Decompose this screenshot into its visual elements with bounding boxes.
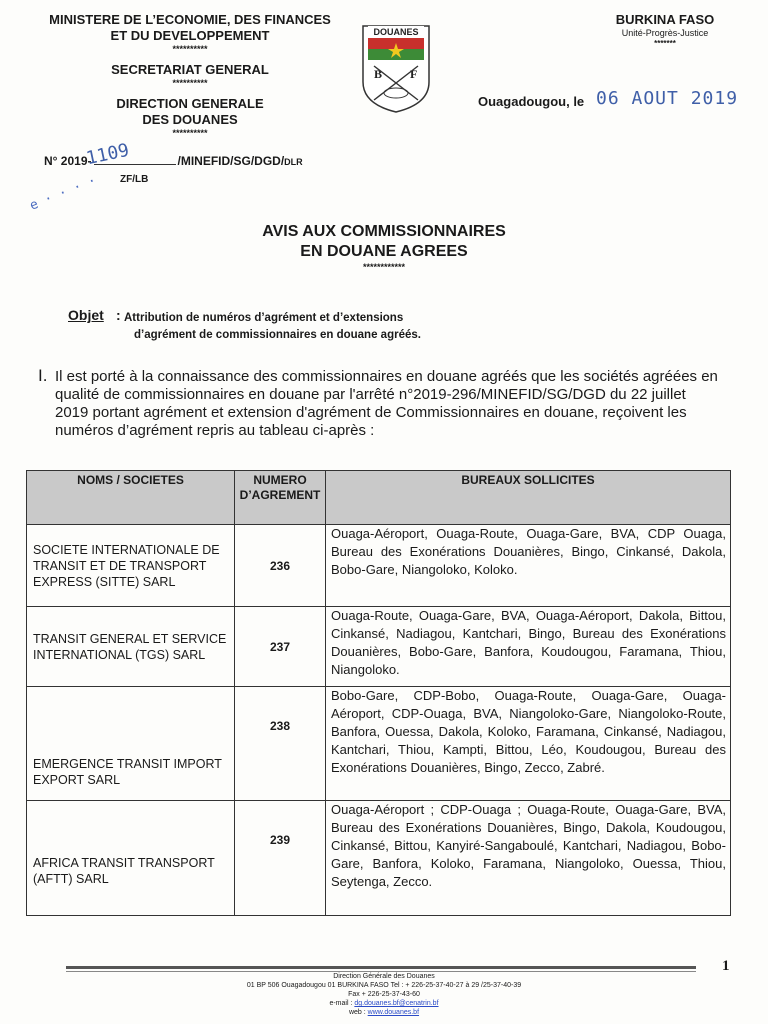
footer-line3: Fax + 226-25-37-43-60 — [348, 991, 420, 998]
agreement-number: 237 — [235, 607, 326, 687]
separator-stars: ******* — [654, 39, 676, 48]
table-header-row — [27, 471, 731, 525]
table-row — [27, 607, 731, 687]
secretariat-name: SECRETARIAT GENERAL — [111, 62, 269, 77]
date-stamp: 06 AOUT 2019 — [596, 88, 739, 109]
table-row — [27, 525, 731, 607]
handwritten-number: 1109 — [84, 139, 132, 170]
company-name: TRANSIT GENERAL ET SERVICE INTERNATIONAL (TGS) SARL — [27, 607, 235, 687]
web-label: web : — [348, 1009, 368, 1016]
separator-stars: ********** — [172, 44, 208, 54]
object-line2: d’agrément de commissionnaires en douane agréés. — [134, 329, 421, 341]
company-name: EMERGENCE TRANSIT IMPORT EXPORT SARL — [27, 687, 235, 801]
agreement-number: 239 — [235, 801, 326, 916]
reference-suffix-small: DLR — [284, 157, 303, 167]
page-number: 1 — [722, 958, 730, 974]
header-companies: NOMS / SOCIETES — [27, 471, 235, 525]
offices-list: Bobo-Gare, CDP-Bobo, Ouaga-Route, Ouaga-Gare, Ouaga-Aéroport, CDP-Ouaga, BVA, Niangoloko-Gare, Niangoloko-Route, Banfora, Ouessa, Dakola, Koloko, Faramana, Cinkansé, Nadiagou, Kantchari, Thiou, Kampti, Bittou, Léo, Koudougou, Bureau des Exonérations Douanières, Bingo, Zecco, Zabré. — [326, 687, 731, 801]
country-name: BURKINA FASO — [615, 12, 715, 27]
direction-name-line2: DES DOUANES — [142, 112, 238, 127]
reference-initials: ZF/LB — [120, 174, 149, 185]
agreement-number: 238 — [235, 687, 326, 801]
header-number: NUMERO D’AGREMENT — [235, 471, 326, 525]
reference-number — [44, 154, 303, 168]
company-name: SOCIETE INTERNATIONALE DE TRANSIT ET DE TRANSPORT EXPRESS (SITTE) SARL — [27, 525, 235, 607]
footer-address — [0, 972, 768, 1017]
separator-stars: ********** — [172, 128, 208, 138]
separator-stars: ************ — [362, 262, 406, 272]
ministry-name-line1: MINISTERE DE L’ECONOMIE, DES FINANCES — [49, 12, 331, 27]
offices-list: Ouaga-Route, Ouaga-Gare, BVA, Ouaga-Aéroport, Dakola, Bittou, Cinkansé, Nadiagou, Kantchari, Bingo, Bureau des Exonérations Douanières, Bobo-Gare, Banfora, Koudougou, Faramana, Thiou, Niangoloko. — [326, 607, 731, 687]
email-label: e-mail : — [329, 1000, 355, 1007]
reference-prefix: N° 2019- — [44, 154, 92, 168]
object-label: Objet — [68, 307, 104, 323]
offices-list: Ouaga-Aéroport, Ouaga-Route, Ouaga-Gare, BVA, CDP Ouaga, Bureau des Exonérations Douanières, Bingo, Cinkansé, Dakola, Bobo-Gare, Niangoloko, Koloko. — [326, 525, 731, 607]
offices-list: Ouaga-Aéroport ; CDP-Ouaga ; Ouaga-Route, Ouaga-Gare, BVA, Bureau des Exonérations Douanières, Bingo, Dakola, Koudougou, Cinkansé, Bittou, Kanyiré-Sangaboulé, Kantchari, Nadiagou, Bobo-Gare, Banfora, Koloko, Faramana, Niangoloko, Ouessa, Thiou, Seytenga, Zecco. — [326, 801, 731, 916]
direction-name-line1: DIRECTION GENERALE — [116, 96, 264, 111]
ink-stamp: e · · · · — [27, 173, 99, 214]
footer-line2: 01 BP 506 Ouagadougou 01 BURKINA FASO Tel : + 226-25-37-40-27 à 29 /25-37-40-39 — [246, 982, 522, 989]
table-row — [27, 687, 731, 801]
object-text — [124, 310, 421, 344]
agreement-number: 236 — [235, 525, 326, 607]
web-link[interactable]: www.douanes.bf — [367, 1009, 420, 1016]
table-row — [27, 801, 731, 916]
section-number: I. — [38, 366, 48, 385]
object-line1: Attribution de numéros d’agrément et d’extensions — [124, 312, 404, 324]
document-title — [0, 222, 768, 272]
country-motto: Unité-Progrès-Justice — [621, 28, 709, 38]
email-link[interactable]: dg.douanes.bf@cenatrin.bf — [354, 1000, 439, 1007]
company-name: AFRICA TRANSIT TRANSPORT (AFTT) SARL — [27, 801, 235, 916]
footer-divider — [66, 966, 696, 969]
emblem-banner: DOUANES — [373, 27, 419, 37]
paragraph-text: Il est porté à la connaissance des commissionnaires en douane agréés que les sociétés agréées en qualité de commissionnaires en douane par l'arrêté n°2019-296/MINEFID/SG/DGD du 22 juillet 2019 portant agrément et extension d'agrément de Commissionnaires en douane, reçoivent les numéros d’agrément repris au tableau ci-après : — [55, 368, 718, 439]
footer-web — [0, 1008, 768, 1017]
title-line1: AVIS AUX COMMISSIONNAIRES — [262, 223, 506, 240]
emblem-letter-f: F — [410, 67, 418, 81]
agreement-table — [26, 470, 731, 916]
country-header — [590, 12, 740, 48]
header-offices: BUREAUX SOLLICITES — [326, 471, 731, 525]
reference-suffix: /MINEFID/SG/DGD/ — [177, 154, 285, 168]
footer-email — [0, 999, 768, 1008]
body-paragraph — [38, 367, 723, 440]
ministry-header — [40, 12, 340, 138]
title-line2: EN DOUANE AGREES — [300, 243, 468, 260]
ministry-name-line2: ET DU DEVELOPPEMENT — [110, 28, 270, 43]
footer-line1: Direction Générale des Douanes — [333, 973, 435, 980]
separator-stars: ********** — [172, 78, 208, 88]
object-colon: : — [116, 307, 121, 323]
place-label: Ouagadougou, le — [478, 94, 585, 109]
customs-emblem — [360, 22, 432, 114]
emblem-letter-b: B — [374, 67, 383, 81]
customs-shield-icon — [360, 22, 432, 114]
